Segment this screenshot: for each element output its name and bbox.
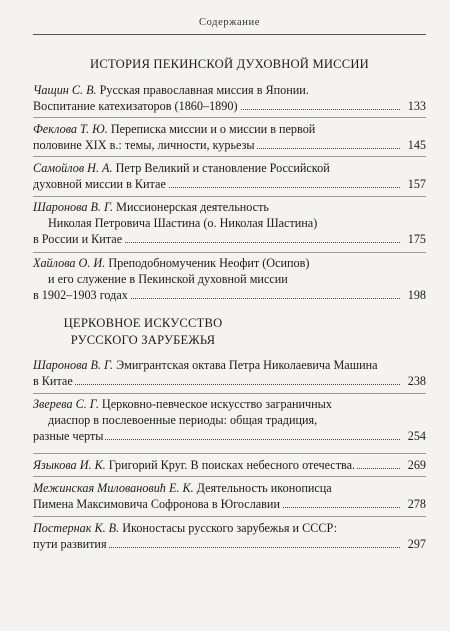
entry-first-line xyxy=(33,396,426,412)
entry-title-part: Иконостасы русского зарубежья и СССР: xyxy=(122,521,338,535)
entry-divider xyxy=(33,156,426,157)
entry-author: Самойлов Н. А. xyxy=(33,161,113,175)
entry-title-part: половине XIX в.: темы, личности, курьезы xyxy=(33,138,255,152)
entry-page-number: 254 xyxy=(407,429,426,443)
entry-last-line xyxy=(33,496,426,512)
section-title-peking-mission xyxy=(33,56,426,73)
toc-entry[interactable] xyxy=(33,255,426,303)
toc-entry[interactable] xyxy=(33,82,426,114)
toc-entry[interactable] xyxy=(33,160,426,192)
toc-entry[interactable] xyxy=(33,520,426,552)
section-title-church-art xyxy=(13,315,273,349)
entry-title-part: в 1902–1903 годах xyxy=(33,288,128,302)
entry-first-line xyxy=(33,121,426,137)
entry-author: Шаронова В. Г. xyxy=(33,200,114,214)
entry-title-part: Преподобномученик Неофит (Осипов) xyxy=(108,256,310,270)
entry-title-part: Переписка миссии и о миссии в первой xyxy=(110,122,316,136)
entry-first-line xyxy=(33,255,426,271)
entry-divider xyxy=(33,117,426,118)
entry-first-line xyxy=(33,520,426,536)
entry-page-number: 198 xyxy=(407,288,426,302)
entry-first-line xyxy=(33,480,426,496)
entry-page-number: 175 xyxy=(407,232,426,246)
entry-middle-line: и его служение в Пекинской духовной миссии xyxy=(48,272,288,286)
entry-middle-line: Николая Петровича Шастина (о. Николая Шастина) xyxy=(48,216,318,230)
toc-entry[interactable] xyxy=(33,396,426,444)
entry-title-part: в Китае xyxy=(33,374,73,388)
entry-title-part: в России и Китае xyxy=(33,232,123,246)
entry-divider xyxy=(33,252,426,253)
entry-first-line xyxy=(33,199,426,215)
toc-entry[interactable] xyxy=(33,357,426,389)
entry-divider xyxy=(33,453,426,454)
entry-author: Чащин С. В. xyxy=(33,83,97,97)
entry-page-number: 278 xyxy=(407,497,426,511)
entry-author: Постернак К. В. xyxy=(33,521,120,535)
entry-title-part: Русская православная миссия в Японии. xyxy=(99,83,309,97)
entry-title-part: Деятельность иконописца xyxy=(196,481,332,495)
entry-title-part: Миссионерская деятельность xyxy=(116,200,269,214)
section-title-line: ЦЕРКОВНОЕ ИСКУССТВО xyxy=(63,316,223,330)
toc-entry[interactable] xyxy=(33,121,426,153)
entry-first-line xyxy=(33,160,426,176)
entry-divider xyxy=(33,516,426,517)
section-title-line: РУССКОГО ЗАРУБЕЖЬЯ xyxy=(70,333,216,347)
entry-author: Межинская Миловановиħ Е. К. xyxy=(33,481,194,495)
entry-page-number: 297 xyxy=(407,537,426,551)
toc-entry[interactable] xyxy=(33,480,426,512)
entry-page-number: 145 xyxy=(407,138,426,152)
entry-last-line xyxy=(33,457,426,473)
entry-last-line xyxy=(33,176,426,192)
entry-author: Шаронова В. Г. xyxy=(33,358,114,372)
entry-first-line xyxy=(33,82,426,98)
entry-title-part: Церковно-певческое искусство заграничных xyxy=(101,397,332,411)
running-head: Содержание xyxy=(198,17,261,28)
entry-author: Хайлова О. И. xyxy=(33,256,106,270)
entry-author: Языкова И. К. xyxy=(33,458,106,472)
entry-last-line xyxy=(33,231,426,247)
entry-title-part: Петр Великий и становление Российской xyxy=(115,161,330,175)
entry-title-part: Григорий Круг. В поисках небесного отечества. xyxy=(108,458,356,472)
entry-page-number: 133 xyxy=(407,99,426,113)
entry-title-part: Пимена Максимовича Софронова в Югославии xyxy=(33,497,280,511)
toc-entry[interactable] xyxy=(33,457,426,473)
leader-dots xyxy=(33,384,400,385)
entry-title-part: Эмигрантская октава Петра Николаевича Машина xyxy=(116,358,378,372)
entry-page-number: 157 xyxy=(407,177,426,191)
entry-page-number: 238 xyxy=(407,374,426,388)
entry-page-number: 269 xyxy=(407,458,426,472)
section-title-line: ИСТОРИЯ ПЕКИНСКОЙ ДУХОВНОЙ МИССИИ xyxy=(90,57,369,71)
entry-last-line xyxy=(33,98,426,114)
entry-title-part: разные черты xyxy=(33,429,104,443)
entry-last-line xyxy=(33,287,426,303)
entry-title-part: пути развития xyxy=(33,537,107,551)
header-rule xyxy=(33,34,426,35)
entry-last-line xyxy=(33,536,426,552)
entry-last-line xyxy=(33,137,426,153)
entry-divider xyxy=(33,393,426,394)
entry-divider xyxy=(33,196,426,197)
entry-divider xyxy=(33,476,426,477)
entry-last-line xyxy=(33,428,426,444)
entry-title-part: духовной миссии в Китае xyxy=(33,177,166,191)
entry-author: Феклова Т. Ю. xyxy=(33,122,108,136)
entry-last-line xyxy=(33,373,426,389)
toc-entry[interactable] xyxy=(33,199,426,247)
entry-first-line xyxy=(33,357,426,373)
entry-title-part: Воспитание катехизаторов (1860–1890) xyxy=(33,99,238,113)
entry-middle-line: диаспор в послевоенные периоды: общая традиция, xyxy=(48,413,318,427)
entry-title-part xyxy=(33,458,357,472)
entry-author: Зверева С. Г. xyxy=(33,397,99,411)
